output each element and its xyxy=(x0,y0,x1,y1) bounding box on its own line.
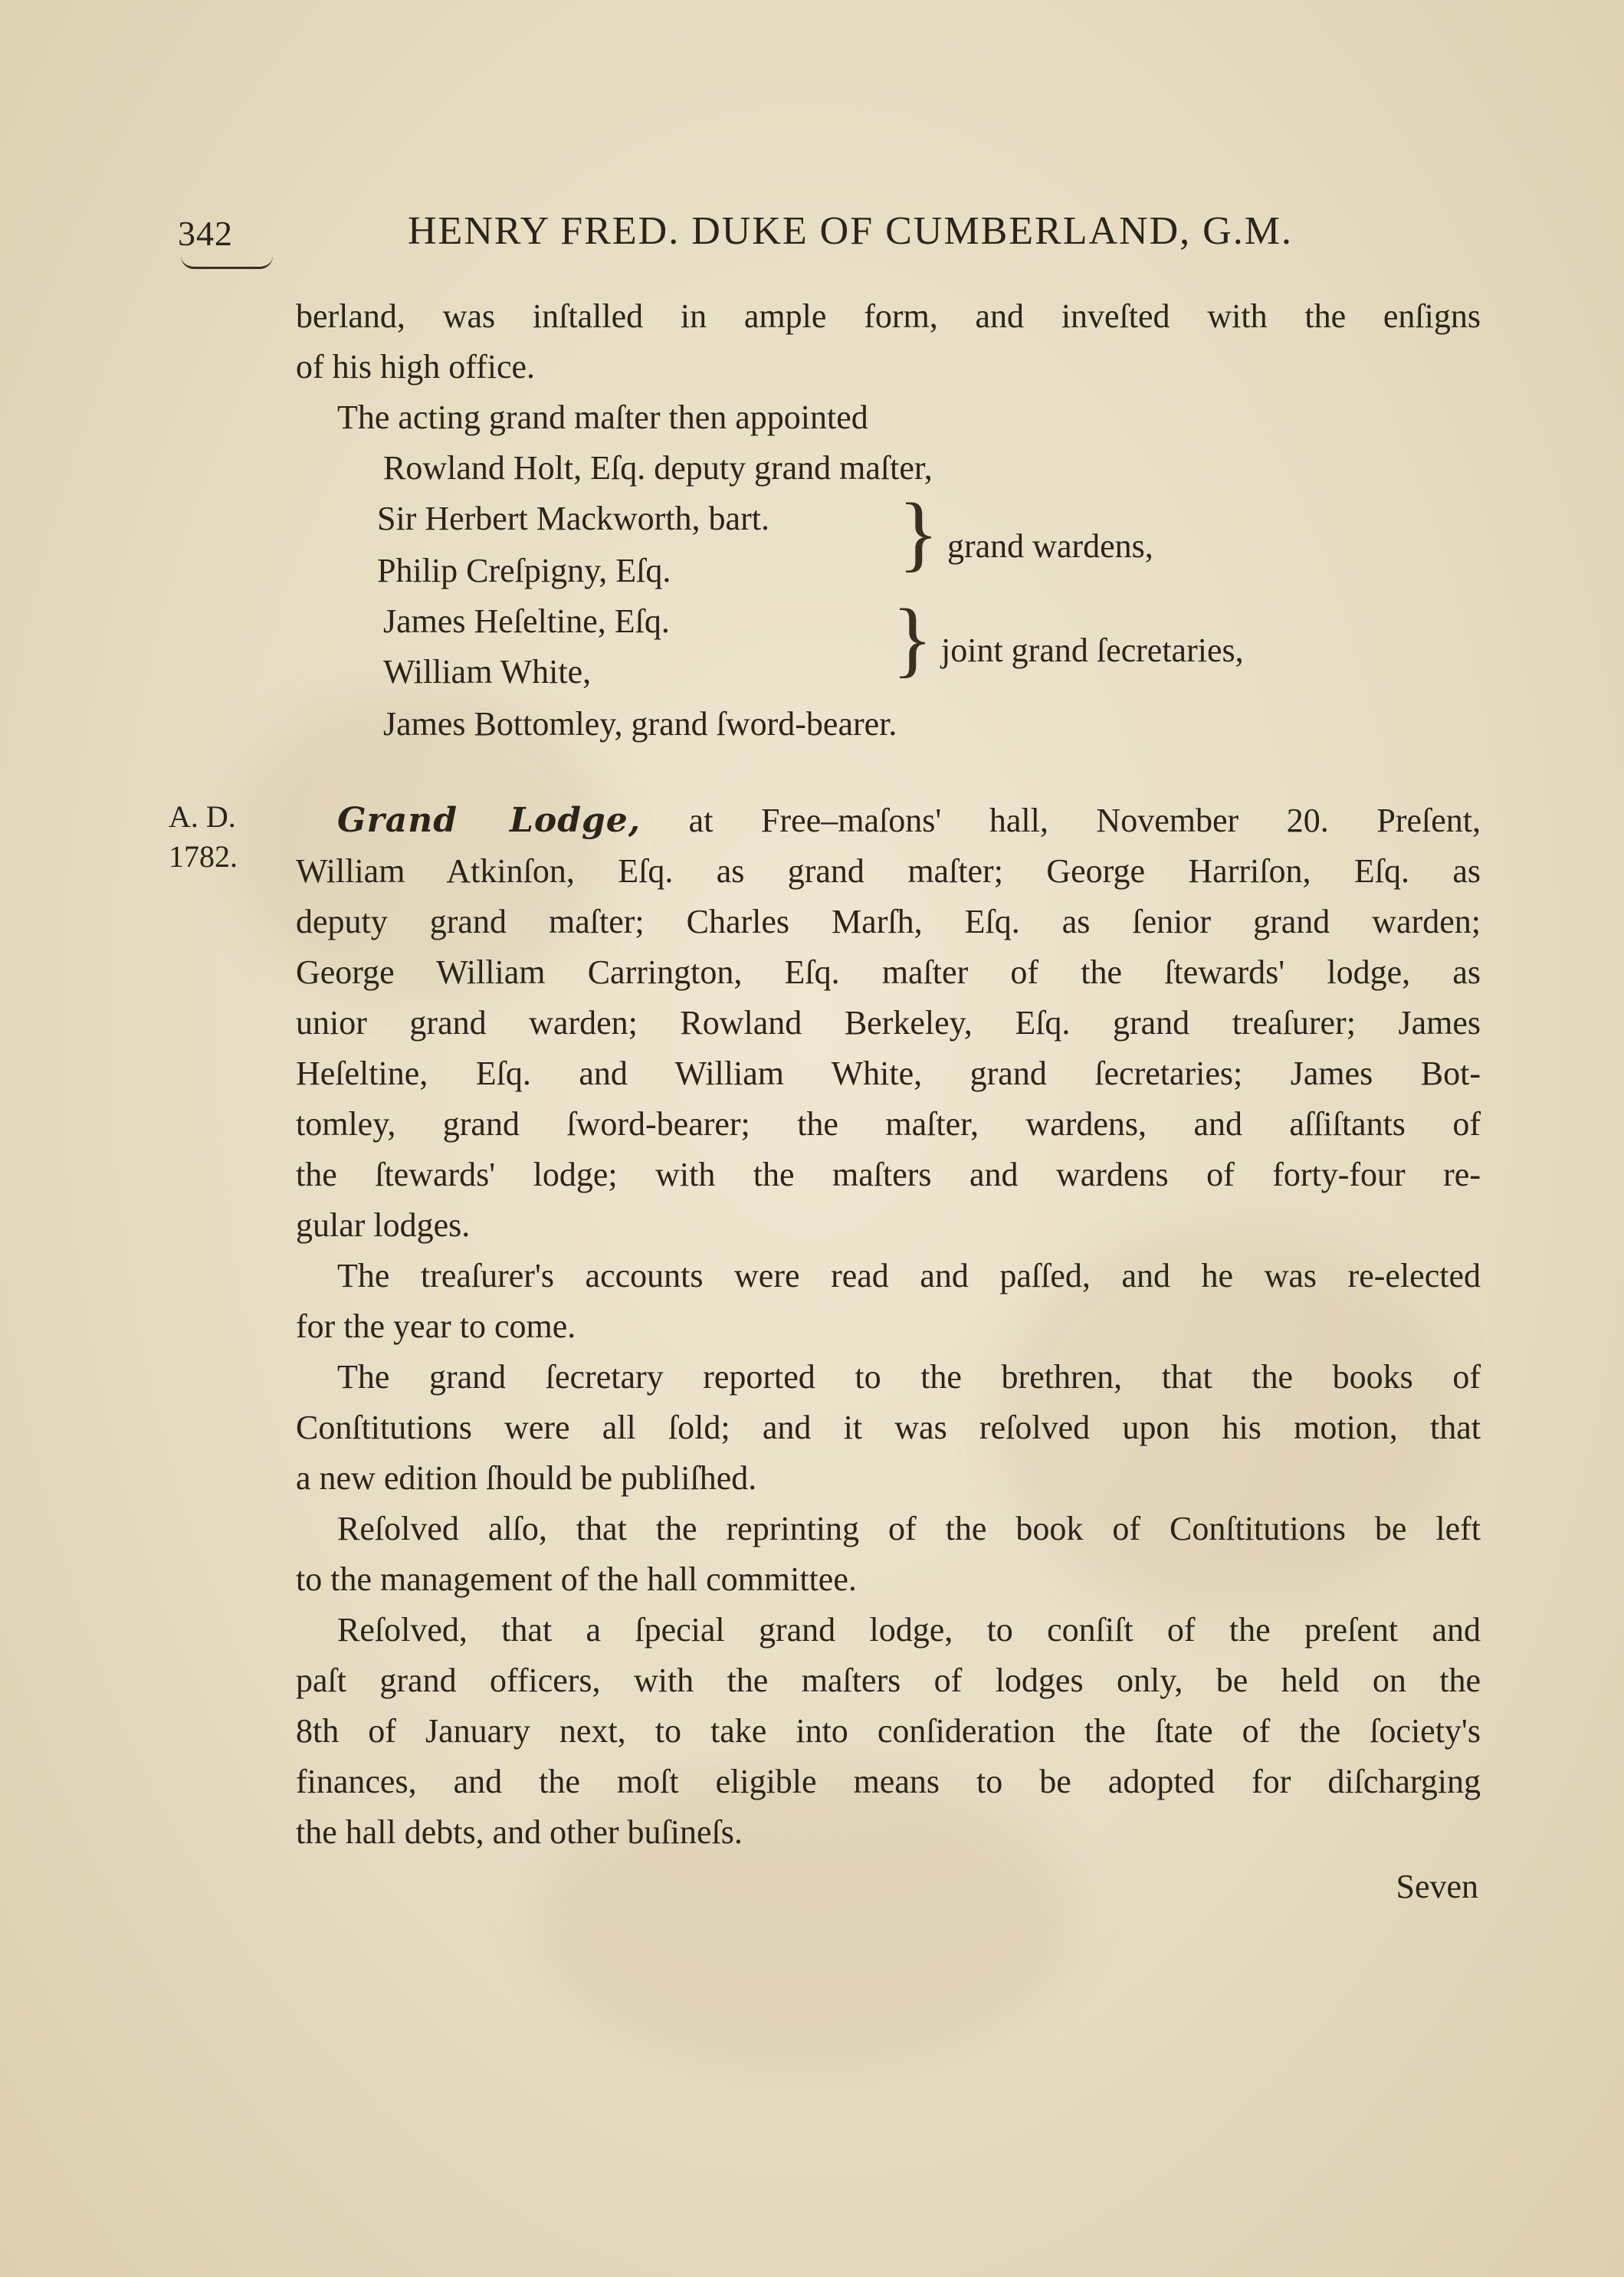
appointment-warden: Philip Creſpigny, Eſq. xyxy=(377,552,671,589)
paragraph-line: the ſtewards' lodge; with the maſters and wardens of forty-four re- xyxy=(296,1156,1481,1193)
text-line: of his high office. xyxy=(296,348,536,386)
appointment-role: grand wardens, xyxy=(947,527,1153,565)
paragraph-line: The treaſurer's accounts were read and paſſed, and he was re-elected xyxy=(337,1257,1481,1294)
appointment-deputy: Rowland Holt, Eſq. deputy grand maſter, xyxy=(383,449,933,487)
section-heading: Grand Lodge, xyxy=(337,801,641,840)
text-line: berland, was inſtalled in ample form, and inveſted with the enſigns xyxy=(296,297,1481,335)
paragraph-line: Reſolved, that a ſpecial grand lodge, to conſiſt of the preſent and xyxy=(337,1611,1481,1649)
paragraph-line: to the management of the hall committee. xyxy=(296,1560,857,1598)
paragraph-line: a new edition ſhould be publiſhed. xyxy=(296,1459,757,1497)
appointment-role: joint grand ſecretaries, xyxy=(941,632,1244,669)
paragraph-line: George William Carrington, Eſq. maſter of the ſtewards' lodge, as xyxy=(296,953,1481,991)
appointment-warden: Sir Herbert Mackworth, bart. xyxy=(377,500,769,537)
paragraph-line: 8th of January next, to take into conſideration the ſtate of the ſociety's xyxy=(296,1712,1481,1750)
margin-note-line: A. D. xyxy=(169,799,236,834)
paragraph-line: The grand ſecretary reported to the brethren, that the books of xyxy=(337,1358,1481,1396)
paragraph-line: Conſtitutions were all ſold; and it was reſolved upon his motion, that xyxy=(296,1409,1481,1446)
paragraph-line: deputy grand maſter; Charles Marſh, Eſq. as ſenior grand warden; xyxy=(296,903,1481,940)
margin-note-date xyxy=(169,797,238,877)
paragraph-line: Reſolved alſo, that the reprinting of the book of Conſtitutions be left xyxy=(337,1510,1481,1547)
paragraph-line: paſt grand officers, with the maſters of lodges only, be held on the xyxy=(296,1662,1481,1699)
paragraph-line: William Atkinſon, Eſq. as grand maſter; George Harriſon, Eſq. as xyxy=(296,852,1481,890)
paragraph-line: unior grand warden; Rowland Berkeley, Eſq. grand treaſurer; James xyxy=(296,1004,1481,1042)
paragraph-line: finances, and the moſt eligible means to be adopted for diſcharging xyxy=(296,1763,1481,1800)
page-number-flourish xyxy=(181,256,273,269)
paragraph-line xyxy=(337,796,1481,846)
margin-note-line: 1782. xyxy=(169,839,238,874)
paragraph-line: the hall debts, and other buſineſs. xyxy=(296,1813,743,1851)
brace-icon: } xyxy=(898,486,939,579)
appointment-secretary: James Heſeltine, Eſq. xyxy=(383,602,670,640)
text-line: The acting grand maſter then appointed xyxy=(337,399,868,436)
paragraph-line: Heſeltine, Eſq. and William White, grand ſecretaries; James Bot- xyxy=(296,1055,1481,1092)
running-head: HENRY FRED. DUKE OF CUMBERLAND, G.M. xyxy=(408,209,1293,253)
brace-icon: } xyxy=(892,592,933,685)
appointment-sword-bearer: James Bottomley, grand ſword-bearer. xyxy=(383,705,897,743)
paragraph-line: tomley, grand ſword-bearer; the maſter, wardens, and aſſiſtants of xyxy=(296,1105,1481,1143)
paragraph-text: at Free–maſons' hall, November 20. Preſent, xyxy=(641,802,1481,839)
paragraph-line: gular lodges. xyxy=(296,1206,471,1244)
catchword: Seven xyxy=(1396,1868,1478,1905)
paragraph-line: for the year to come. xyxy=(296,1307,576,1345)
page-number: 342 xyxy=(178,214,233,253)
page-header xyxy=(178,208,1373,270)
appointment-secretary: William White, xyxy=(383,653,592,691)
